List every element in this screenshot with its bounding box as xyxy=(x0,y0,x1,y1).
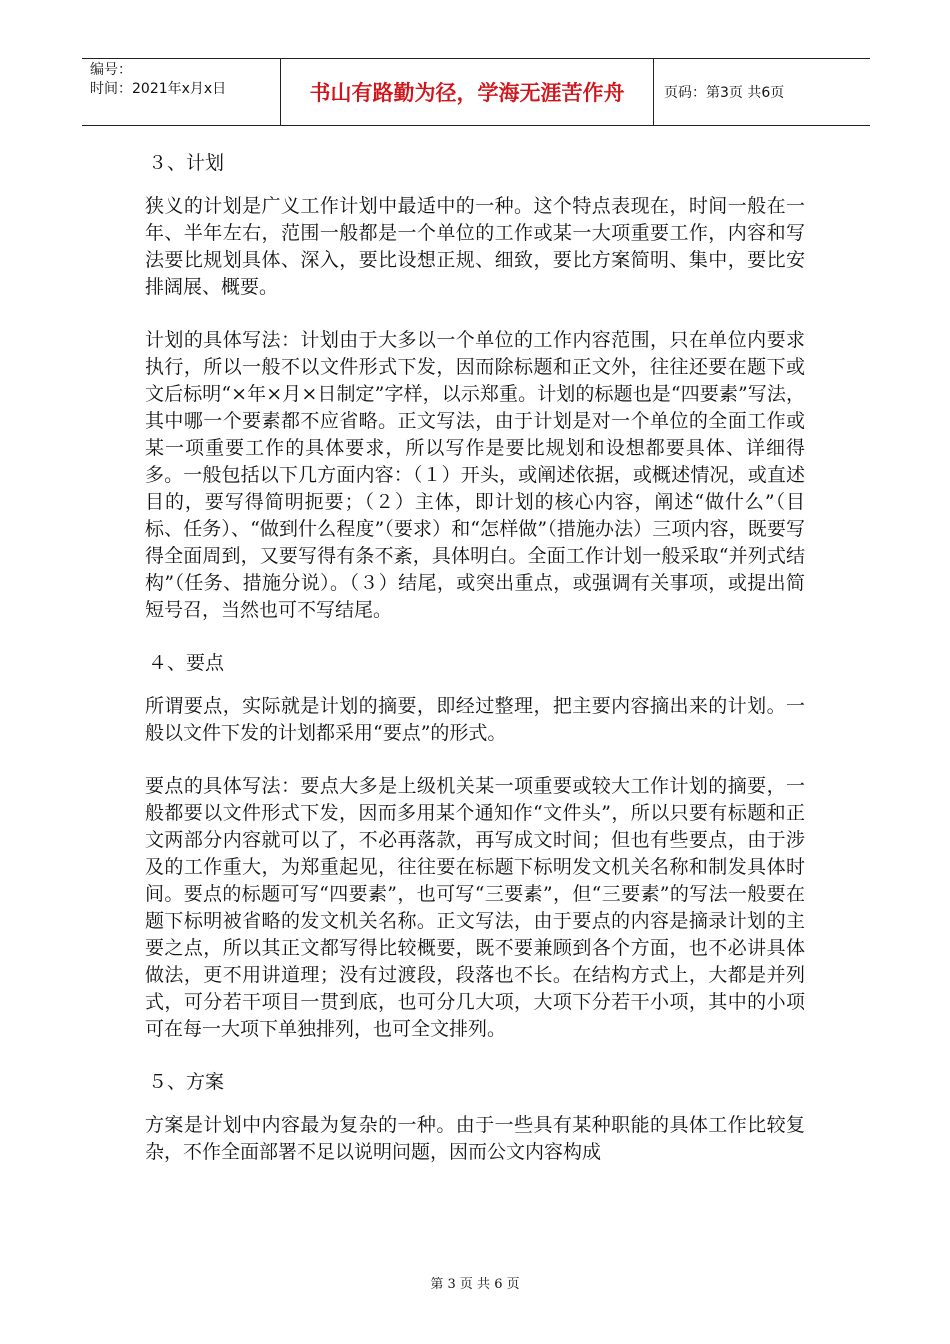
document-number-label: 编号： xyxy=(90,62,132,78)
header-page-info: 页码：第3页 共6页 xyxy=(664,85,785,101)
header-motto: 书山有路勤为径，学海无涯苦作舟 xyxy=(281,59,654,125)
section-heading: ４、要点 xyxy=(148,652,225,674)
paragraph: 计划的具体写法：计划由于大多以一个单位的工作内容范围，只在单位内要求执行，所以一般不以文件形式下发，因而除标题和正文外，往往还要在题下或文后标明“×年×月×日制定”字样，以示郑重。计划的标题也是“四要素”写法，其中哪一个要素都不应省略。正文写法，由于计划是对一个单位的全面工作或某一项重要工作的具体要求，所以写作是要比规划和设想都要具体、详细得多。一般包括以下几方面内容：（１）开头，或阐述依据，或概述情况，或直述目的，要写得简明扼要；（２）主体，即计划的核心内容，阐述“做什么”（目标、任务）、“做到什么程度”（要求）和“怎样做”（措施办法）三项内容，既要写得全面周到，又要写得有条不紊，具体明白。全面工作计划一般采取“并列式结构”（任务、措施分说）。（３）结尾，或突出重点，或强调有关事项，或提出简短号召，当然也可不写结尾。 xyxy=(145,329,805,621)
section-heading: ３、计划 xyxy=(148,152,225,174)
paragraph: 所谓要点，实际就是计划的摘要，即经过整理，把主要内容摘出来的计划。一般以文件下发的计划都采用“要点”的形式。 xyxy=(145,695,805,744)
page-footer: 第 3 页 共 6 页 xyxy=(430,1277,520,1292)
paragraph: 要点的具体写法：要点大多是上级机关某一项重要或较大工作计划的摘要，一般都要以文件形式下发，因而多用某个通知作“文件头”，所以只要有标题和正文两部分内容就可以了，不必再落款，再写成文时间；但也有些要点，由于涉及的工作重大，为郑重起见，往往要在标题下标明发文机关名称和制发具体时间。要点的标题可写“四要素”，也可写“三要素”，但“三要素”的写法一般要在题下标明被省略的发文机关名称。正文写法，由于要点的内容是摘录计划的主要之点，所以其正文都写得比较概要，既不要兼顾到各个方面，也不必讲具体做法，更不用讲道理；没有过渡段，段落也不长。在结构方式上，大都是并列式，可分若干项目一贯到底，也可分几大项，大项下分若干小项，其中的小项可在每一大项下单独排列，也可全文排列。 xyxy=(145,775,805,1040)
section-heading: ５、方案 xyxy=(148,1071,225,1093)
paragraph: 狭义的计划是广义工作计划中最适中的一种。这个特点表现在，时间一般在一年、半年左右，范围一般都是一个单位的工作或某一大项重要工作，内容和写法要比规划具体、深入，要比设想正规、细致，要比方案简明、集中，要比安排阔展、概要。 xyxy=(145,195,805,298)
document-date: 时间：2021年x月x日 xyxy=(90,81,227,97)
paragraph: 方案是计划中内容最为复杂的一种。由于一些具有某种职能的具体工作比较复杂，不作全面部署不足以说明问题，因而公文内容构成 xyxy=(145,1114,805,1163)
document-body xyxy=(145,138,805,1192)
header-meta xyxy=(82,59,281,125)
page-header xyxy=(82,58,870,126)
